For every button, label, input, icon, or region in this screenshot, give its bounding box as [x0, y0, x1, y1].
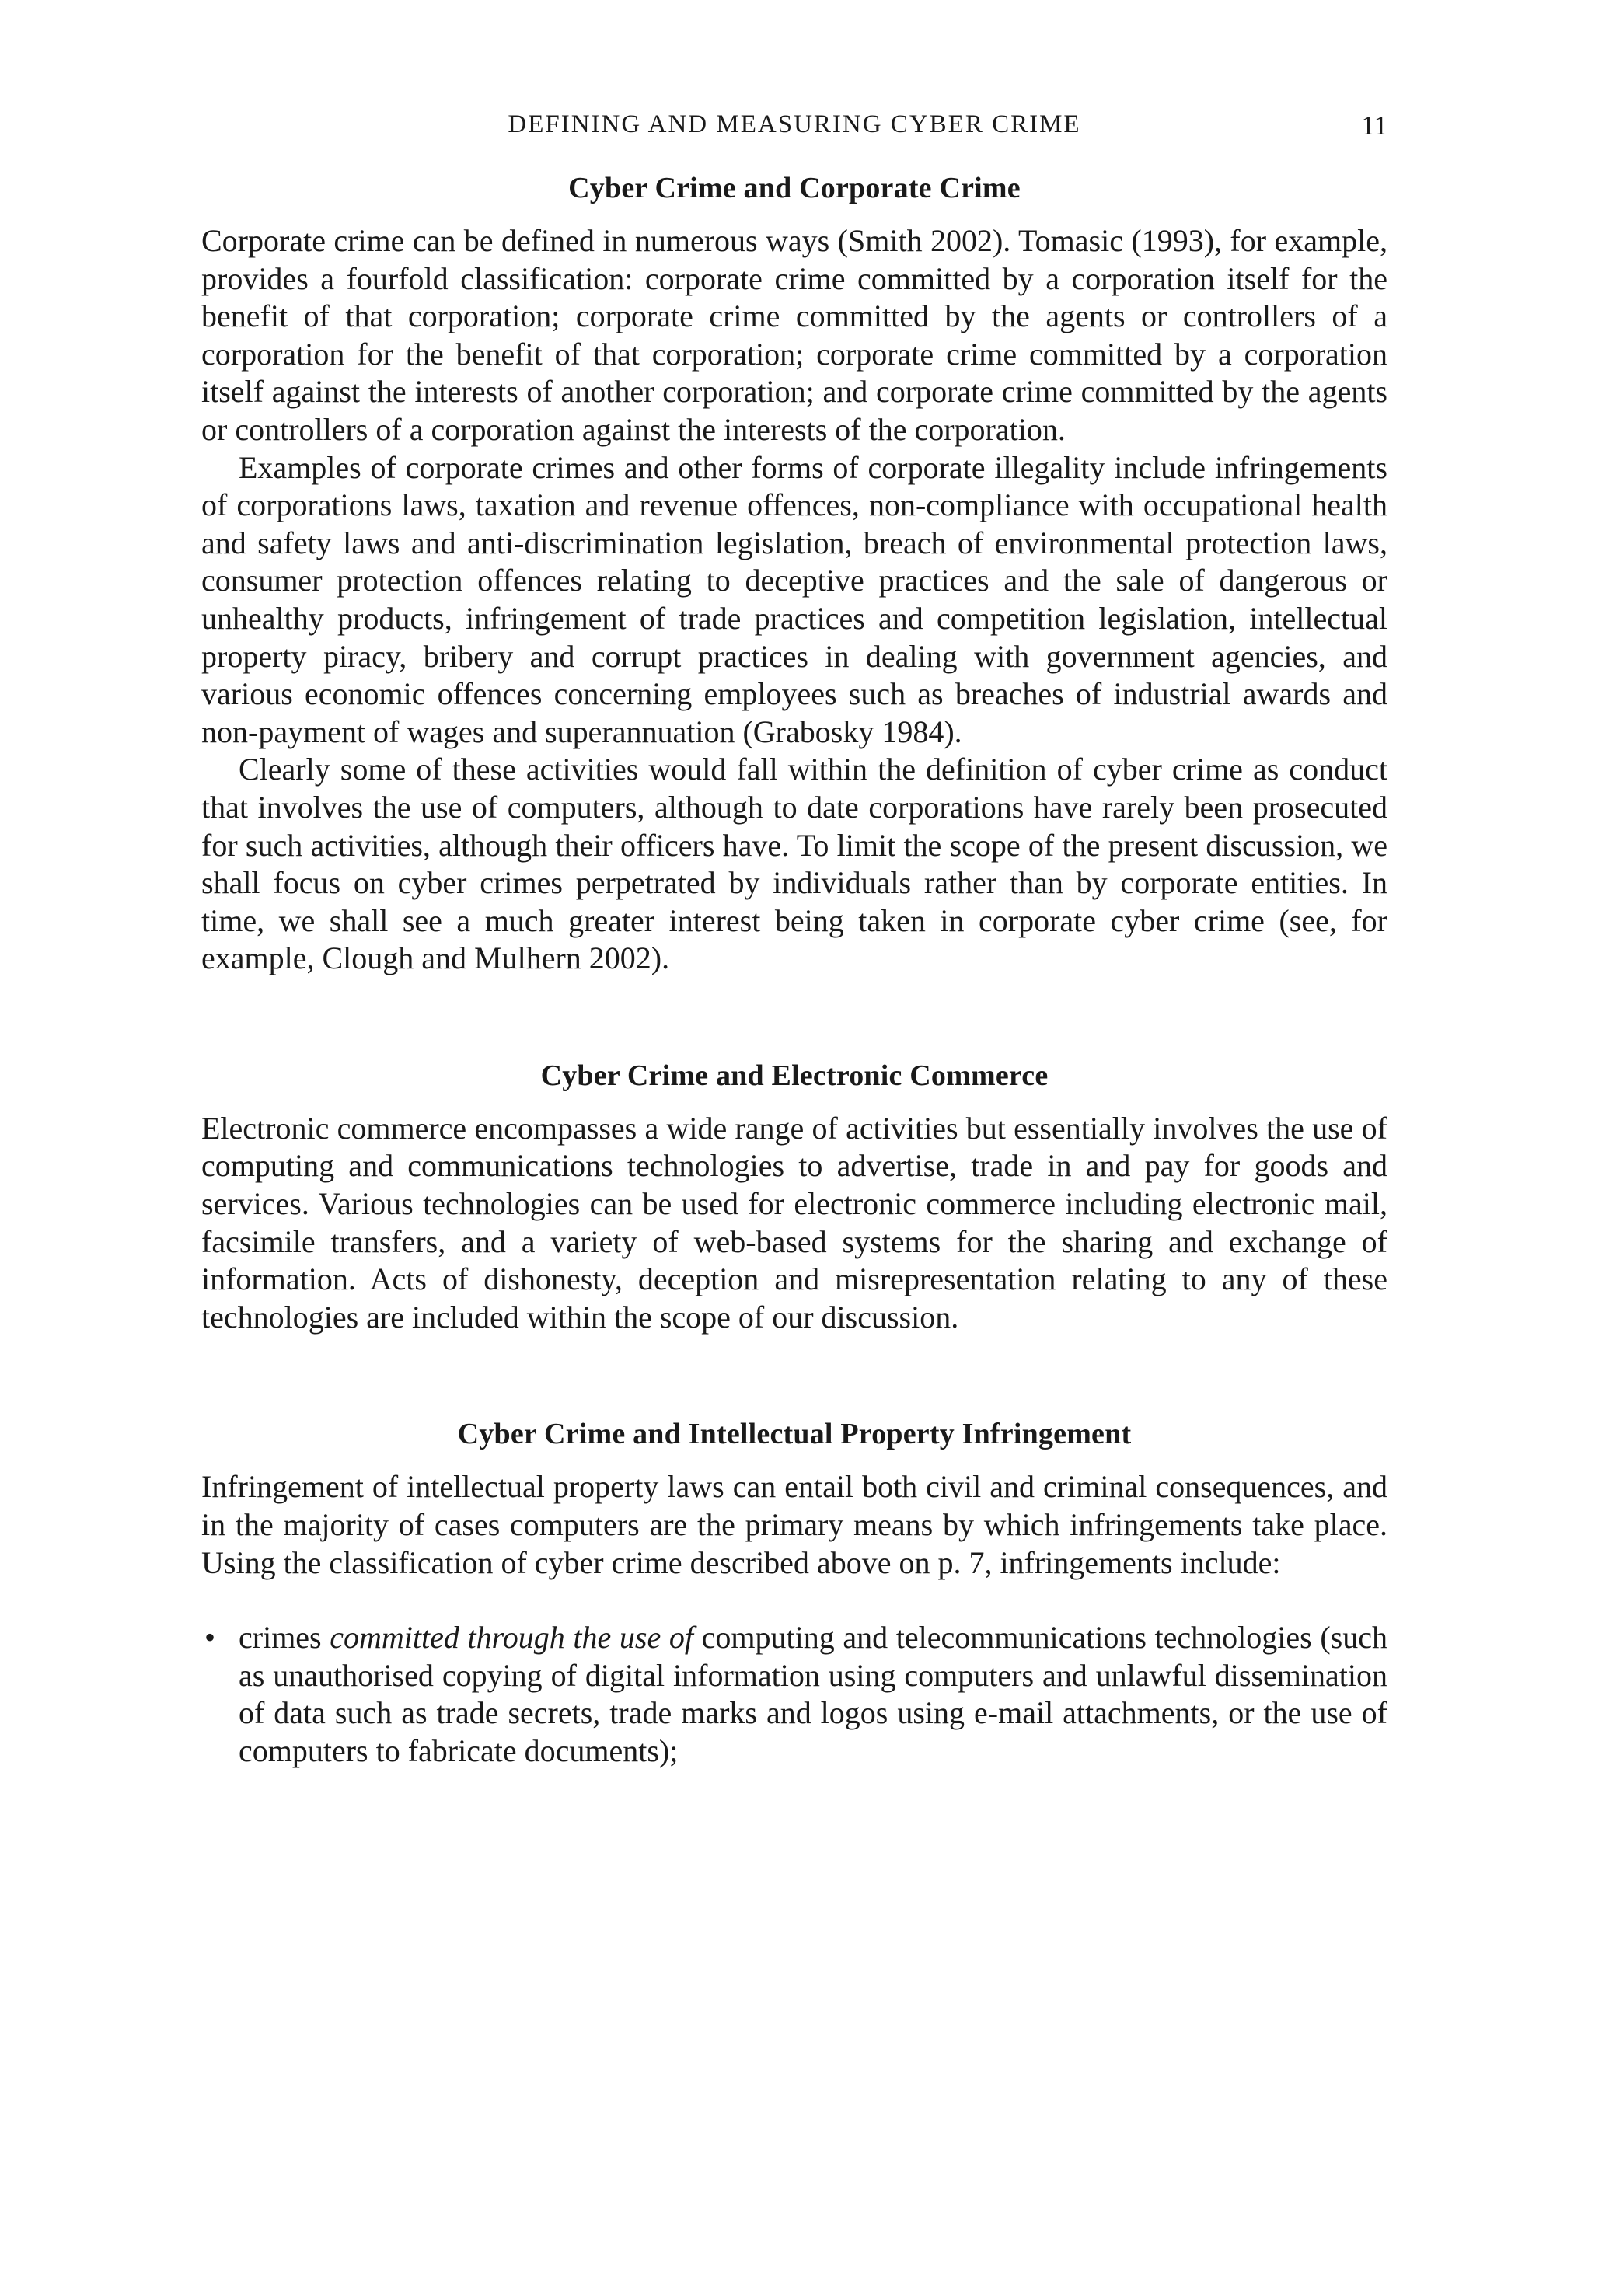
bullet-marker: • — [204, 1620, 216, 1656]
bullet-list — [201, 1619, 1387, 1770]
section-heading: Cyber Crime and Intellectual Property Infringement — [457, 1418, 1132, 1451]
paragraph: Corporate crime can be defined in numerous ways (Smith 2002). Tomasic (1993), for example, provides a fourfold classification: corporate crime committed by a corporation itself for the benefit of that corporation; corporate crime committed by the agents or controllers of a corporation for the benefit of that corporation; corporate crime committed by a corporation itself against the interests of another corporation; and corporate crime committed by the agents or controllers of a corporation against the interests of the corporation. — [201, 223, 1387, 447]
paragraph: Infringement of intellectual property laws can entail both civil and criminal consequences, and in the majority of cases computers are the primary means by which infringements take place. Using the classification of cyber crime described above on p. 7, infringements include: — [201, 1469, 1387, 1580]
list-item-lead: crimes — [239, 1620, 330, 1656]
book-page — [201, 101, 1387, 1771]
section-electronic-commerce — [201, 1059, 1387, 1337]
paragraph: Clearly some of these activities would fall within the definition of cyber crime as conduct that involves the use of computers, although to date corporations have rarely been prosecuted for such activities, although their officers have. To limit the scope of the present discussion, we shall focus on cyber crimes perpetrated by individuals rather than by corporate entities. In time, we shall see a much greater interest being taken in corporate cyber crime (see, for example, Clough and Mulhern 2002). — [201, 752, 1387, 976]
list-item-text: computing and telecommunications technologies (such as unauthorised copying of digital information using computers and unlawful dissemination of data such as trade secrets, trade marks and logos using e-mail attachments, or the use of computers to fabricate documents); — [239, 1620, 1387, 1768]
list-item — [201, 1619, 1387, 1770]
paragraph: Examples of corporate crimes and other forms of corporate illegality include infringements of corporations laws, taxation and revenue offences, non-compliance with occupational health and safety laws and anti-discrimination legislation, breach of environmental protection laws, consumer protection offences relating to deceptive practices and the sale of dangerous or unhealthy products, infringement of trade practices and competition legislation, intellectual property piracy, bribery and corrupt practices in dealing with government agencies, and various economic offences concerning employees such as breaches of industrial awards and non-payment of wages and superannuation (Grabosky 1984). — [201, 449, 1387, 749]
section-heading: Cyber Crime and Corporate Crime — [568, 172, 1021, 204]
running-header — [201, 101, 1387, 148]
page-number: 11 — [1361, 110, 1387, 141]
section-heading: Cyber Crime and Electronic Commerce — [540, 1059, 1049, 1092]
paragraph: Electronic commerce encompasses a wide range of activities but essentially involves the use of computing and communications technologies to advertise, trade in and pay for goods and services. Various technologies can be used for electronic commerce including electronic mail, facsimile transfers, and a variety of web-based systems for the sharing and exchange of information. Acts of dishonesty, deception and misrepresentation relating to any of these technologies are included within the scope of our discussion. — [201, 1110, 1387, 1335]
section-intellectual-property — [201, 1417, 1387, 1770]
list-item-emphasis: committed through the use of — [330, 1620, 693, 1656]
section-corporate-crime — [201, 171, 1387, 978]
running-title: DEFINING AND MEASURING CYBER CRIME — [508, 110, 1081, 138]
